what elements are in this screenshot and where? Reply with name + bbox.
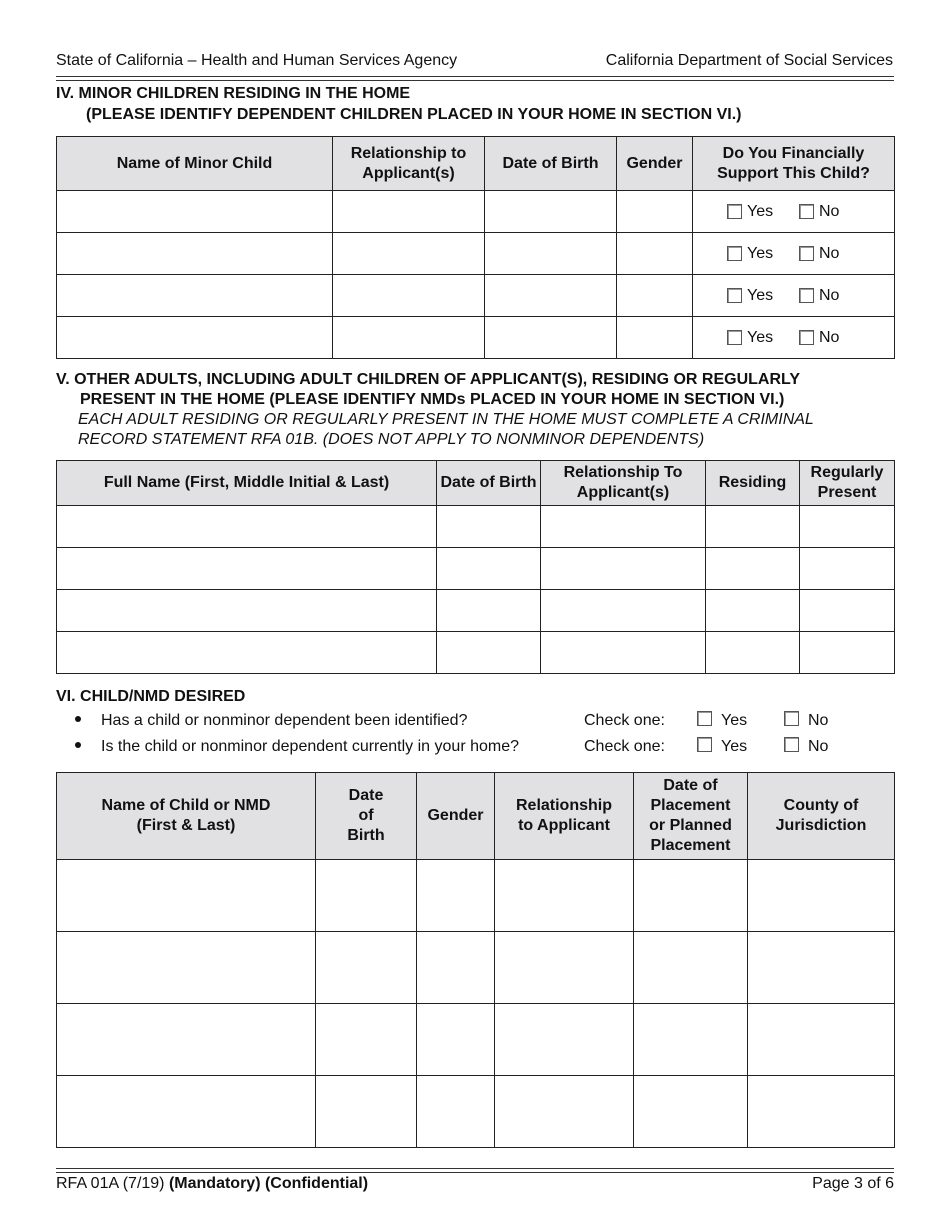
- name-field[interactable]: [57, 317, 333, 359]
- form-number: RFA 01A (7/19): [56, 1175, 165, 1192]
- county-field[interactable]: [748, 1076, 895, 1148]
- col-gender: Gender: [617, 137, 693, 191]
- gender-field[interactable]: [617, 317, 693, 359]
- no-label: No: [819, 328, 840, 346]
- yes-label: Yes: [747, 244, 774, 262]
- no-label: No: [808, 712, 829, 729]
- table-row: [57, 506, 895, 548]
- col-full-name: Full Name (First, Middle Initial & Last): [57, 461, 437, 506]
- relationship-field[interactable]: [333, 233, 485, 275]
- section-iv-title: IV. MINOR CHILDREN RESIDING IN THE HOME: [56, 85, 411, 102]
- dob-field[interactable]: [437, 590, 541, 632]
- col-relationship: [495, 773, 634, 860]
- county-field[interactable]: [748, 932, 895, 1004]
- residing-field[interactable]: [706, 632, 800, 674]
- dob-field[interactable]: [437, 548, 541, 590]
- footer-rule-2: [56, 1172, 894, 1173]
- yes-label: Yes: [747, 328, 774, 346]
- child-name-field[interactable]: [57, 932, 316, 1004]
- county-field[interactable]: [748, 1004, 895, 1076]
- relationship-field[interactable]: [333, 275, 485, 317]
- relationship-field[interactable]: [541, 590, 706, 632]
- dob-field[interactable]: [316, 1004, 417, 1076]
- col-regularly-present: Regularly Present: [800, 461, 895, 506]
- regularly-present-field[interactable]: [800, 632, 895, 674]
- page-number: Page 3 of 6: [812, 1175, 894, 1192]
- col-dob-label: Date of Birth: [347, 787, 385, 844]
- table-row: [57, 1004, 895, 1076]
- form-flags: (Mandatory) (Confidential): [168, 1175, 369, 1192]
- table-row: [57, 632, 895, 674]
- identified-no-option: [784, 709, 828, 733]
- col-child-name-label: Name of Child or NMD (First & Last): [101, 797, 271, 834]
- identified-yes-option: [697, 709, 747, 733]
- gender-field[interactable]: [617, 233, 693, 275]
- yes-label: Yes: [747, 286, 774, 304]
- dob-field[interactable]: [485, 317, 617, 359]
- check-one-label: Check one:: [584, 712, 665, 729]
- gender-field[interactable]: [417, 1004, 495, 1076]
- col-relationship-label: Relationship to Applicant: [515, 797, 612, 834]
- section-v-title: V. OTHER ADULTS, INCLUDING ADULT CHILDREN OF APPLICANT(S), RESIDING OR REGULARLY: [56, 371, 801, 388]
- in-home-no-checkbox[interactable]: [784, 737, 799, 752]
- placement-date-field[interactable]: [634, 932, 748, 1004]
- relationship-field[interactable]: [495, 1076, 634, 1148]
- name-field[interactable]: [57, 233, 333, 275]
- gender-field[interactable]: [417, 1076, 495, 1148]
- relationship-field[interactable]: [333, 317, 485, 359]
- section-v-subtitle: PRESENT IN THE HOME (PLEASE IDENTIFY NMDs PLACED IN YOUR HOME IN SECTION VI.): [80, 391, 785, 408]
- full-name-field[interactable]: [57, 590, 437, 632]
- support-yes-checkbox[interactable]: [727, 246, 742, 261]
- relationship-field[interactable]: [541, 506, 706, 548]
- question-text: Has a child or nonminor dependent been identified?: [101, 712, 468, 729]
- col-relationship: Relationship to Applicant(s): [333, 137, 485, 191]
- no-label: No: [819, 202, 840, 220]
- support-no-checkbox[interactable]: [799, 330, 814, 345]
- gender-field[interactable]: [417, 860, 495, 932]
- yes-label: Yes: [721, 738, 748, 755]
- dob-field[interactable]: [485, 233, 617, 275]
- child-nmd-table: [56, 772, 895, 1148]
- full-name-field[interactable]: [57, 506, 437, 548]
- col-financial-support: Do You Financially Support This Child?: [693, 137, 895, 191]
- name-field[interactable]: [57, 275, 333, 317]
- section-iv-subtitle: (PLEASE IDENTIFY DEPENDENT CHILDREN PLACED IN YOUR HOME IN SECTION VI.): [86, 106, 742, 123]
- placement-date-field[interactable]: [634, 860, 748, 932]
- full-name-field[interactable]: [57, 632, 437, 674]
- table-row: [57, 317, 895, 359]
- no-label: No: [819, 244, 840, 262]
- regularly-present-field[interactable]: [800, 548, 895, 590]
- minor-children-table: [56, 136, 895, 359]
- child-name-field[interactable]: [57, 1076, 316, 1148]
- dob-field[interactable]: [437, 506, 541, 548]
- table-row: [57, 860, 895, 932]
- residing-field[interactable]: [706, 590, 800, 632]
- section-v-note-2: RECORD STATEMENT RFA 01B. (DOES NOT APPLY TO NONMINOR DEPENDENTS): [78, 431, 705, 448]
- regularly-present-field[interactable]: [800, 506, 895, 548]
- relationship-field[interactable]: [495, 1004, 634, 1076]
- question-in-home: [75, 735, 519, 759]
- dob-field[interactable]: [485, 191, 617, 233]
- county-field[interactable]: [748, 860, 895, 932]
- header-rule-2: [56, 80, 894, 81]
- question-identified: [75, 709, 467, 733]
- question-text: Is the child or nonminor dependent currently in your home?: [101, 738, 520, 755]
- dob-field[interactable]: [437, 632, 541, 674]
- yes-label: Yes: [721, 712, 748, 729]
- gender-field[interactable]: [617, 275, 693, 317]
- section-v-note-1: EACH ADULT RESIDING OR REGULARLY PRESENT IN THE HOME MUST COMPLETE A CRIMINAL: [78, 411, 814, 428]
- child-name-field[interactable]: [57, 1004, 316, 1076]
- col-child-name: [57, 773, 316, 860]
- col-county: [748, 773, 895, 860]
- table-row: [57, 1076, 895, 1148]
- name-field[interactable]: [57, 191, 333, 233]
- residing-field[interactable]: [706, 548, 800, 590]
- support-no-checkbox[interactable]: [799, 246, 814, 261]
- dob-field[interactable]: [485, 275, 617, 317]
- dob-field[interactable]: [316, 1076, 417, 1148]
- no-label: No: [808, 738, 829, 755]
- col-placement-label: Date of Placement or Planned Placement: [649, 777, 732, 854]
- col-date-of-birth: Date of Birth: [485, 137, 617, 191]
- support-no-checkbox[interactable]: [799, 204, 814, 219]
- col-residing: Residing: [706, 461, 800, 506]
- agency-name: State of California – Health and Human Services Agency: [56, 52, 458, 69]
- col-date-of-birth: Date of Birth: [437, 461, 541, 506]
- placement-date-field[interactable]: [634, 1004, 748, 1076]
- support-yes-checkbox[interactable]: [727, 330, 742, 345]
- support-no-checkbox[interactable]: [799, 288, 814, 303]
- relationship-field[interactable]: [541, 632, 706, 674]
- table-row: [57, 191, 895, 233]
- table-row: [57, 932, 895, 1004]
- regularly-present-field[interactable]: [800, 590, 895, 632]
- relationship-field[interactable]: [333, 191, 485, 233]
- table-row: [57, 590, 895, 632]
- support-yes-checkbox[interactable]: [727, 288, 742, 303]
- form-id: [56, 1175, 368, 1193]
- in-home-yes-checkbox[interactable]: [697, 737, 712, 752]
- relationship-field[interactable]: [495, 860, 634, 932]
- footer-rule-1: [56, 1168, 894, 1169]
- bullet-icon: [75, 716, 81, 722]
- support-yes-checkbox[interactable]: [727, 204, 742, 219]
- table-row: [57, 548, 895, 590]
- check-one-label: Check one:: [584, 738, 665, 755]
- identified-no-checkbox[interactable]: [784, 711, 799, 726]
- identified-yes-checkbox[interactable]: [697, 711, 712, 726]
- child-name-field[interactable]: [57, 860, 316, 932]
- department-name: California Department of Social Services: [605, 52, 893, 69]
- gender-field[interactable]: [617, 191, 693, 233]
- placement-date-field[interactable]: [634, 1076, 748, 1148]
- table-row: [57, 233, 895, 275]
- section-vi-title: VI. CHILD/NMD DESIRED: [56, 688, 246, 705]
- bullet-icon: [75, 742, 81, 748]
- in-home-no-option: [784, 735, 828, 759]
- col-date-of-placement: [634, 773, 748, 860]
- other-adults-table: [56, 460, 895, 674]
- in-home-yes-option: [697, 735, 747, 759]
- yes-label: Yes: [747, 202, 774, 220]
- col-relationship: Relationship To Applicant(s): [541, 461, 706, 506]
- col-date-of-birth: [316, 773, 417, 860]
- full-name-field[interactable]: [57, 548, 437, 590]
- relationship-field[interactable]: [495, 932, 634, 1004]
- dob-field[interactable]: [316, 860, 417, 932]
- relationship-field[interactable]: [541, 548, 706, 590]
- residing-field[interactable]: [706, 506, 800, 548]
- dob-field[interactable]: [316, 932, 417, 1004]
- header-rule-1: [56, 76, 894, 77]
- col-county-label: County of Jurisdiction: [775, 797, 867, 834]
- col-gender: Gender: [417, 773, 495, 860]
- no-label: No: [819, 286, 840, 304]
- col-name-of-minor-child: Name of Minor Child: [57, 137, 333, 191]
- table-row: [57, 275, 895, 317]
- gender-field[interactable]: [417, 932, 495, 1004]
